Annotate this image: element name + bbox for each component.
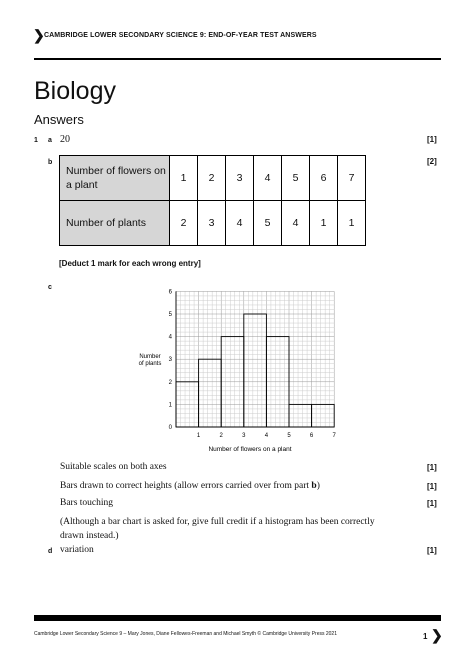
y-tick-label: 3 [168, 357, 172, 364]
running-header: CAMBRIDGE LOWER SECONDARY SCIENCE 9: END-OF-YEAR TEST ANSWERS [44, 32, 317, 39]
chevron-right-icon: ❯ [431, 627, 443, 643]
y-tick-label: 5 [168, 312, 172, 318]
criterion-2-text: Bars drawn to correct heights (allow errors carried over from part [60, 481, 312, 491]
chart-bar [312, 404, 335, 427]
chart-bars [176, 314, 334, 427]
table-cell: 4 [254, 156, 282, 201]
table-header-cell: Number of plants [60, 201, 170, 246]
table-cell: 2 [198, 156, 226, 201]
marks-c-2: [1] [427, 482, 437, 491]
chart-bar [289, 404, 312, 427]
part-label-a: a [48, 137, 52, 144]
answer-a: 20 [60, 134, 70, 145]
x-tick-label: 5 [287, 433, 291, 439]
answer-table [59, 155, 366, 246]
table-header-cell: Number of flowers on a plant [60, 156, 170, 201]
x-tick-label: 7 [332, 433, 336, 439]
answer-d: variation [60, 545, 94, 555]
question-number: 1 [34, 137, 38, 144]
part-label-d: d [48, 548, 53, 555]
chart-ylabel: Number of plants [138, 354, 162, 367]
bar-chart [128, 288, 353, 458]
criterion-2-tail: ) [316, 481, 320, 491]
x-tick-label: 6 [309, 433, 314, 439]
part-label-c: c [48, 284, 52, 291]
chart-xlabel: Number of flowers on a plant [208, 446, 292, 453]
criterion-2 [60, 481, 320, 491]
table-row [60, 156, 366, 201]
x-tick-label: 4 [264, 433, 269, 439]
table-cell: 3 [226, 156, 254, 201]
y-tick-label: 1 [168, 402, 172, 409]
part-label-b: b [48, 159, 53, 166]
x-tick-label: 1 [196, 433, 201, 439]
chevron-right-icon: ❯ [33, 27, 45, 43]
table-cell: 4 [282, 201, 310, 246]
table-cell: 1 [310, 201, 338, 246]
page-number: 1 [423, 632, 428, 641]
marking-note: [Deduct 1 mark for each wrong entry] [59, 259, 201, 268]
section-title: Answers [34, 112, 84, 127]
table-cell: 3 [198, 201, 226, 246]
footer-credit: Cambridge Lower Secondary Science 9 – Mary Jones, Diane Fellowes-Freeman and Michael Smyth © Cambridge University Press 2021 [34, 631, 337, 637]
y-tick-label: 0 [168, 425, 172, 431]
criterion-2-bold: b [311, 481, 317, 491]
table-cell: 5 [254, 201, 282, 246]
y-tick-label: 6 [168, 289, 172, 296]
criterion-1: Suitable scales on both axes [60, 462, 167, 472]
marks-c-3: [1] [427, 499, 437, 508]
header-rule [34, 58, 441, 60]
chart-bar [199, 359, 222, 427]
footer-rule [34, 615, 441, 621]
table-cell: 6 [310, 156, 338, 201]
marks-a: [1] [427, 135, 437, 144]
criterion-3: Bars touching [60, 498, 114, 508]
marks-b: [2] [427, 157, 437, 166]
marks-d: [1] [427, 546, 437, 555]
x-tick-label: 2 [219, 433, 223, 439]
chart-bar [244, 314, 267, 427]
x-tick-label: 3 [242, 433, 246, 439]
marks-c-1: [1] [427, 463, 437, 472]
table-cell: 5 [282, 156, 310, 201]
table-cell: 1 [170, 156, 198, 201]
y-tick-label: 2 [168, 379, 172, 386]
y-tick-label: 4 [168, 334, 172, 341]
page-title: Biology [34, 77, 116, 105]
histogram-note: (Although a bar chart is asked for, give full credit if a histogram has been correctly drawn instead.) [60, 517, 375, 541]
table-cell: 2 [170, 201, 198, 246]
table-cell: 4 [226, 201, 254, 246]
table-cell: 1 [338, 201, 366, 246]
table-row [60, 201, 366, 246]
table-cell: 7 [338, 156, 366, 201]
